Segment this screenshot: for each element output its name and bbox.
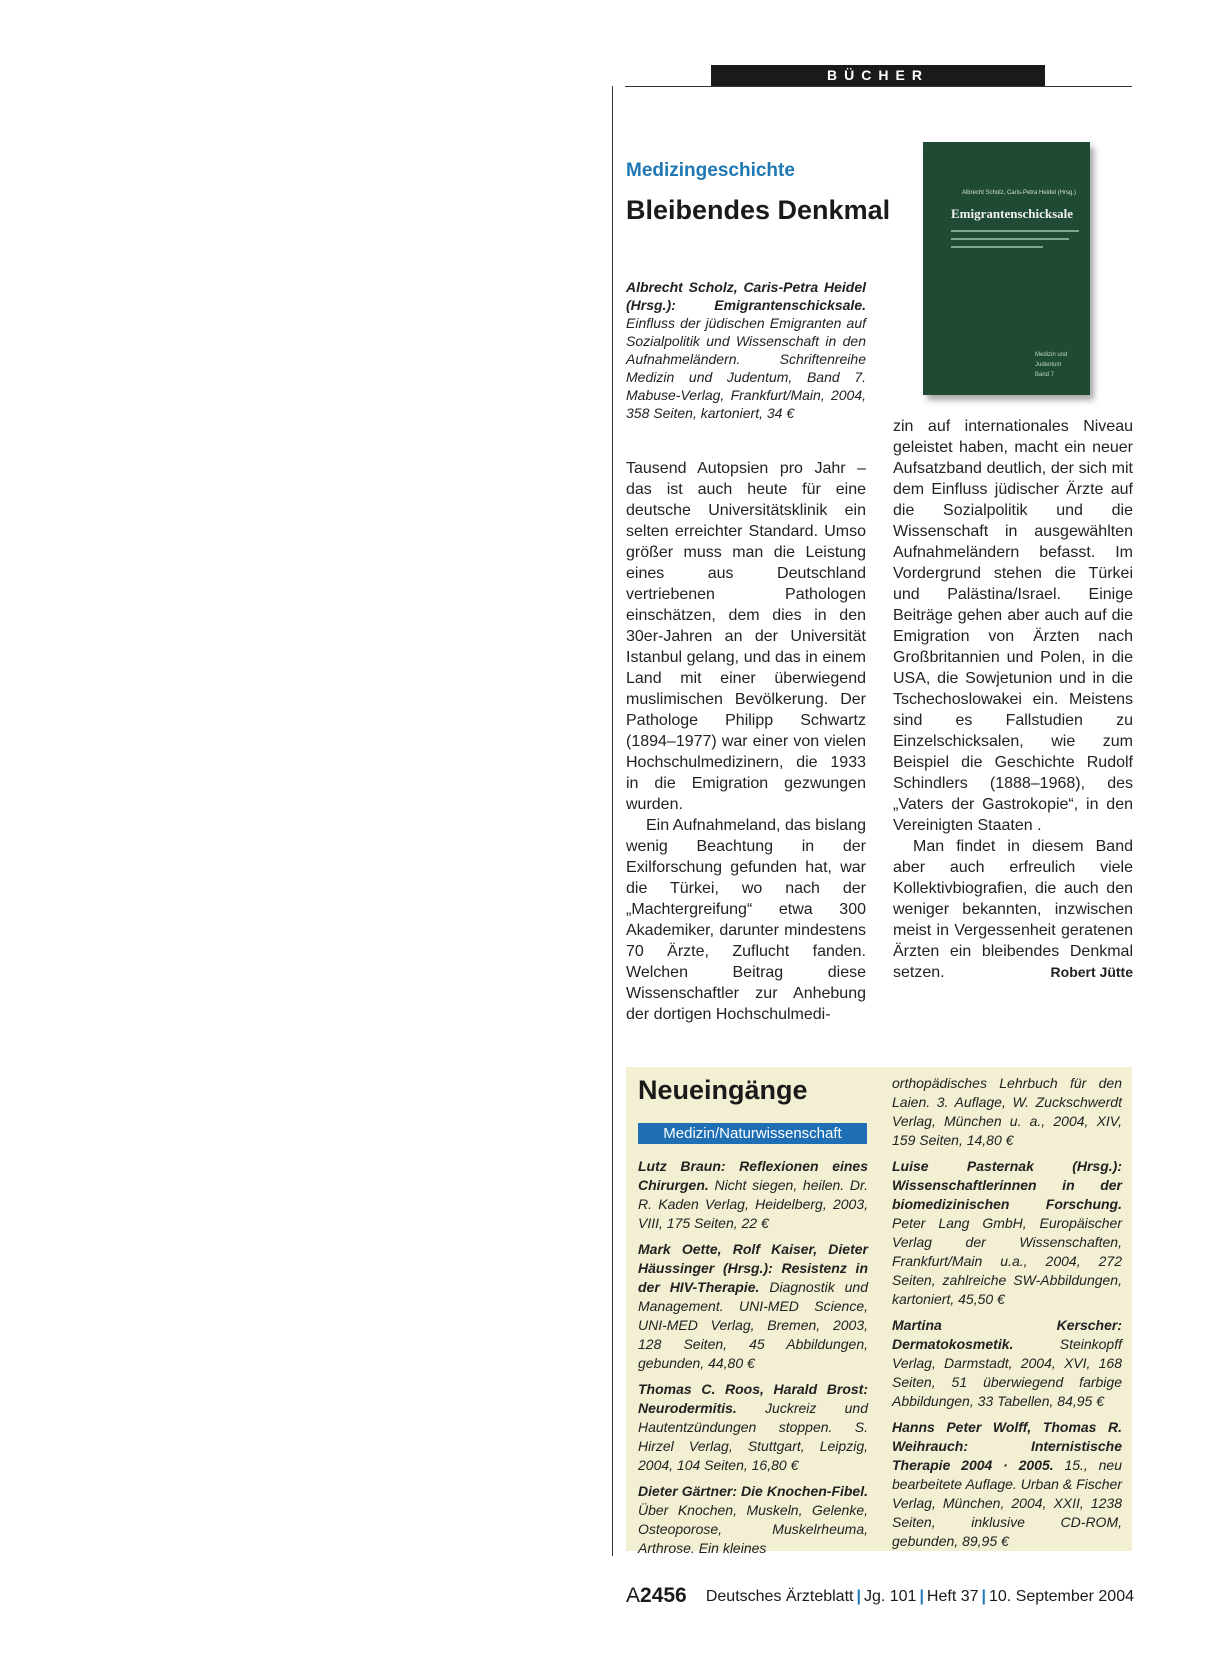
- page-number: [626, 1584, 687, 1607]
- page-number-value: 2456: [640, 1584, 687, 1607]
- cover-title: Emigrantenschicksale: [951, 206, 1074, 221]
- footer-separator: |: [856, 1588, 861, 1605]
- cover-subtitle-line: [951, 238, 1069, 240]
- biblio-details: Einfluss der jüdischen Emigranten auf Sozialpolitik und Wissenschaft in den Aufnahmeländern. Schriftenreihe Medizin und Judentum, Band 7. Mabuse-Verlag, Frankfurt/Main, 2004, 358 Seiten, kartoniert, 34 €: [626, 315, 866, 421]
- entry-title: Lutz Braun: Reflexionen eines Chirurgen.: [638, 1158, 868, 1193]
- article-column-left: [626, 458, 866, 1025]
- article-paragraph: [893, 836, 1133, 983]
- header-rule: [625, 86, 1132, 87]
- list-item: [638, 1240, 868, 1373]
- entry-title: Hanns Peter Wolff, Thomas R. Weihrauch: Internistische Therapie 2004 · 2005.: [892, 1419, 1122, 1473]
- entry-title: Thomas C. Roos, Harald Brost: Neurodermitis.: [638, 1381, 868, 1416]
- book-cover-image: [923, 142, 1090, 395]
- article-paragraph: Ein Aufnahmeland, das bislang wenig Beachtung in der Exilforschung gefunden hat, war die Türkei, wo nach der „Machtergreifung“ etwa 300 Akademiker, darunter mindestens 70 Ärzte, Zuflucht fanden. Welchen Beitrag diese Wissenschaftler zur Anhebung der dortigen Hochschulmedi-: [626, 817, 866, 1023]
- article-paragraph: zin auf internationales Niveau geleistet haben, macht ein neuer Aufsatzband deutlich, der sich mit dem Einfluss jüdischer Ärzte auf die Sozialpolitik und die Wissenschaft in ausgewählten Aufnahmeländern befasst. Im Vordergrund stehen die Türkei und Palästina/Israel. Einige Beiträge gehen aber auch auf die Emigration von Ärzten nach Großbritannien und Polen, in die USA, die Sowjetunion und in die Tschechoslowakei ein. Meistens sind es Fallstudien zu Einzelschicksalen, wie zum Beispiel die Geschichte Rudolf Schindlers (1888–1968), des „Vaters der Gastrokopie“, in den Vereinigten Staaten .: [893, 418, 1133, 834]
- article-paragraph-text: Man findet in diesem Band aber auch erfreulich viele Kollektivbiografien, die auch den weniger bekannten, inzwischen meist in Vergessenheit geratenen Ärzten ein bleibendes Denkmal setzen.: [893, 838, 1133, 981]
- cover-subtitle-line: [951, 230, 1079, 232]
- entry-details: Über Knochen, Muskeln, Gelenke, Osteoporose, Muskelrheuma, Arthrose. Ein kleines: [638, 1502, 868, 1556]
- article-kicker: Medizingeschichte: [626, 160, 795, 181]
- entry-details: Peter Lang GmbH, Europäischer Verlag der Wissenschaften, Frankfurt/Main u.a., 2004, 272 Seiten, zahlreiche SW-Abbildungen, kartoniert, 45,50 €: [892, 1215, 1122, 1307]
- article-headline: Bleibendes Denkmal: [626, 195, 891, 225]
- list-item: [638, 1482, 868, 1558]
- list-item: [638, 1157, 868, 1233]
- entry-title: Luise Pasternak (Hrsg.): Wissenschaftlerinnen in der biomedizinischen Forschung.: [892, 1158, 1122, 1212]
- box-column-left: [638, 1157, 868, 1565]
- cover-series-line: Medizin und: [1035, 352, 1068, 358]
- entry-details: 15., neu bearbeitete Auflage. Urban & Fischer Verlag, München, 2004, XXII, 1238 Seiten, inklusive CD-ROM, gebunden, 89,95 €: [892, 1457, 1122, 1549]
- page-footer: [626, 1584, 1134, 1608]
- column-rule: [612, 86, 613, 1556]
- entry-title: Martina Kerscher: Dermatokosmetik.: [892, 1317, 1122, 1352]
- list-item: [892, 1074, 1122, 1150]
- list-item: [892, 1316, 1122, 1411]
- journal-name: Deutsches Ärzteblatt: [705, 1588, 854, 1605]
- book-bibliography: [626, 278, 866, 422]
- list-item: [638, 1380, 868, 1475]
- footer-separator: |: [981, 1588, 986, 1605]
- entry-details: Nicht siegen, heilen. Dr. R. Kaden Verlag, Heidelberg, 2003, VIII, 175 Seiten, 22 €: [638, 1177, 868, 1231]
- category-tag: Medizin/Naturwissenschaft: [638, 1123, 867, 1144]
- neueingaenge-box: [626, 1067, 1132, 1556]
- journal-issue: Heft 37: [926, 1588, 979, 1605]
- footer-separator: |: [919, 1588, 924, 1605]
- list-item: [892, 1157, 1122, 1309]
- section-header: BÜCHER: [711, 65, 1045, 86]
- article-paragraph: Tausend Autopsien pro Jahr – das ist auch heute für eine deutsche Universitätsklinik ein selten erreichter Standard. Umso größer muss man die Leistung eines aus Deutschland vertriebenen Pathologen einschätzen, dem dies in den 30er-Jahren an der Universität Istanbul gelang, und das in einem Land mit einer überwiegend muslimischen Bevölkerung. Der Pathologe Philipp Schwartz (1894–1977) war einer von vielen Hochschulmedizinern, die 1933 in die Emigration gezwungen wurden.: [626, 460, 866, 813]
- biblio-title: Albrecht Scholz, Caris-Petra Heidel (Hrsg.): Emigrantenschicksale.: [626, 279, 866, 313]
- cover-series-line: Band 7: [1035, 372, 1055, 378]
- entry-details: Steinkopff Verlag, Darmstadt, 2004, XVI, 168 Seiten, 51 überwiegend farbige Abbildungen, 33 Tabellen, 84,95 €: [892, 1336, 1122, 1409]
- journal-volume: Jg. 101: [863, 1588, 917, 1605]
- entry-title: Mark Oette, Rolf Kaiser, Dieter Häussinger (Hrsg.): Resistenz in der HIV-Therapie.: [638, 1241, 868, 1295]
- article-author: Robert Jütte: [1050, 964, 1133, 980]
- issue-date: 10. September 2004: [989, 1588, 1134, 1605]
- entry-title: Dieter Gärtner: Die Knochen-Fibel.: [638, 1483, 868, 1499]
- footer-citation: [706, 1588, 1134, 1606]
- entry-details: Diagnostik und Management. UNI-MED Science, UNI-MED Verlag, Bremen, 2003, 128 Seiten, 45 Abbildungen, gebunden, 44,80 €: [638, 1279, 868, 1371]
- cover-series-line: Judentum: [1035, 362, 1062, 368]
- box-column-right: [892, 1074, 1122, 1558]
- article-column-right: [893, 416, 1133, 983]
- entry-details: orthopädisches Lehrbuch für den Laien. 3. Auflage, W. Zuckschwerdt Verlag, München u. a., 2004, XIV, 159 Seiten, 14,80 €: [892, 1075, 1122, 1148]
- cover-authors: Albrecht Scholz, Caris-Petra Heidel (Hrsg.): [961, 190, 1076, 196]
- entry-details: Juckreiz und Hautentzündungen stoppen. S. Hirzel Verlag, Stuttgart, Leipzig, 2004, 104 Seiten, 16,80 €: [638, 1400, 868, 1473]
- page-prefix: A: [626, 1584, 641, 1607]
- list-item: [892, 1418, 1122, 1551]
- cover-series: [1035, 350, 1067, 380]
- box-title: Neueingänge: [638, 1075, 808, 1105]
- cover-subtitle-line: [951, 246, 1043, 248]
